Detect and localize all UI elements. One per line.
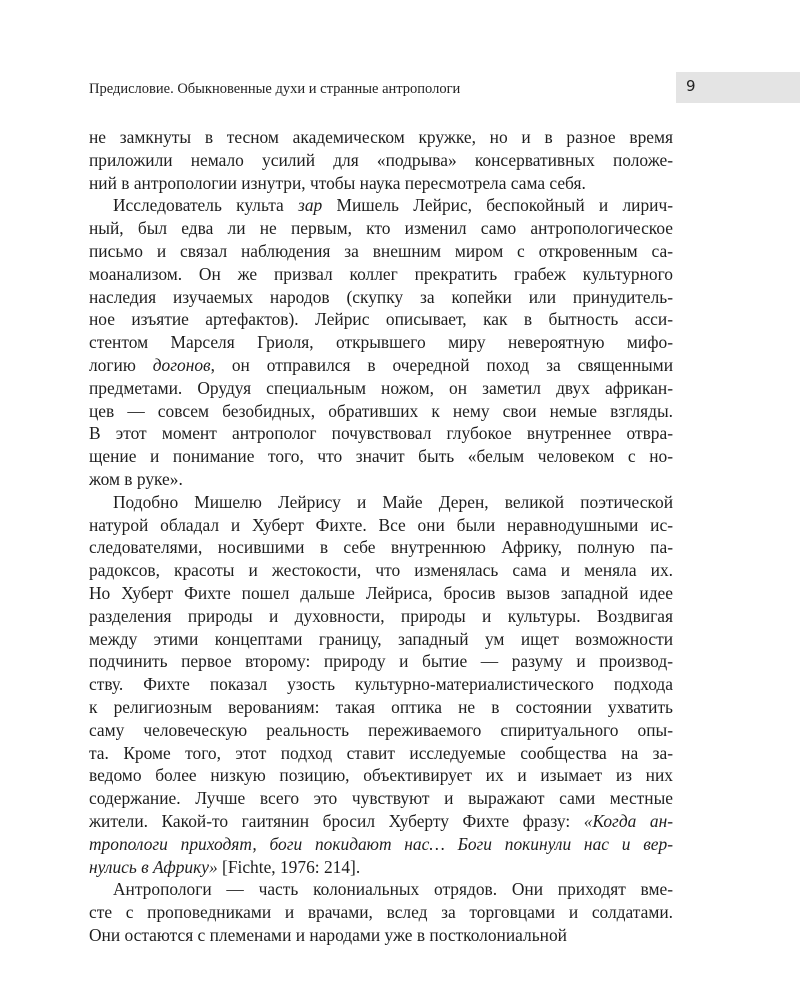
text-line (89, 422, 673, 445)
text-line (89, 742, 673, 765)
text-segment: логию (89, 354, 153, 375)
text-line (89, 377, 673, 400)
text-segment: жители. Какой-то гаитянин бросил Хуберту Фихте фразу: (89, 810, 584, 831)
text-line (89, 308, 673, 331)
text-line (89, 536, 673, 559)
text-segment: стентом Марселя Гриоля, открывшего миру невероятную мифо- (89, 332, 673, 353)
italic-text: «Когда ан- (583, 810, 673, 831)
text-line (89, 696, 673, 719)
text-segment: предметами. Орудуя специальным ножом, он заметил двух африкан- (89, 377, 673, 398)
text-segment: не замкнуты в тесном академическом кружке, но и в разное время (89, 127, 673, 147)
text-line (89, 582, 673, 605)
text-line (89, 126, 673, 149)
text-line (89, 194, 673, 217)
text-segment: к религиозным верованиям: такая оптика не в состоянии ухватить (89, 696, 673, 717)
text-segment: между этими концептами границу, западный ум ищет возможности (89, 628, 673, 649)
text-segment: [Fichte, 1976: 214]. (217, 856, 361, 877)
text-line (89, 810, 673, 833)
text-line (89, 650, 673, 673)
text-line (89, 217, 673, 240)
text-line (89, 559, 673, 582)
text-segment: Они остаются с племенами и народами уже в постколониальной (89, 924, 567, 945)
text-segment: Подобно Мишелю Лейрису и Майе Дерен, великой поэтической (113, 491, 673, 512)
text-segment: жом в руке». (89, 468, 183, 489)
text-line (89, 514, 673, 537)
text-line (89, 240, 673, 263)
page-number: 9 (686, 77, 696, 95)
text-line (89, 149, 673, 172)
text-line (89, 787, 673, 810)
text-segment: Исследователь культа (113, 195, 299, 216)
text-segment: натурой обладал и Хуберт Фихте. Все они были неравнодушными ис- (89, 514, 673, 535)
text-segment: разделения природы и духовности, природы и культуры. Воздвигая (89, 605, 673, 626)
text-line (89, 331, 673, 354)
text-segment: ное изъятие артефактов). Лейрис описывает, как в бытность асси- (89, 309, 673, 330)
text-line (89, 605, 673, 628)
text-line (89, 263, 673, 286)
italic-text: тропологи приходят, боги покидают нас… Боги покинули нас и вер- (89, 833, 673, 854)
text-segment: Антропологи — часть колониальных отрядов. Они приходят вме- (113, 879, 673, 900)
text-segment: наследия изучаемых народов (скупку за копейки или принудитель- (89, 286, 673, 307)
text-segment: , он отправился в очередной поход за священными (210, 354, 673, 375)
text-line (89, 764, 673, 787)
text-segment: содержание. Лучше всего это чувствуют и выражают сами местные (89, 788, 673, 809)
text-segment: радоксов, красоты и жестокости, что изменялась сама и меняла их. (89, 560, 673, 581)
page-number-tab (676, 72, 800, 103)
text-segment: сте с проповедниками и врачами, вслед за торговцами и солдатами. (89, 902, 673, 923)
text-segment: моанализом. Он же призвал коллег прекратить грабеж культурного (89, 263, 673, 284)
text-segment: письмо и связал наблюдения за внешним миром с откровенным са- (89, 240, 673, 261)
body-text (89, 126, 673, 947)
text-segment: следователями, носившими в себе внутреннюю Африку, полную па- (89, 537, 673, 558)
text-line (89, 172, 673, 195)
text-line (89, 468, 673, 491)
text-segment: та. Кроме того, этот подход ставит исследуемые сообщества на за- (89, 742, 673, 763)
text-line (89, 286, 673, 309)
text-segment: Мишель Лейрис, беспокойный и лирич- (322, 195, 673, 216)
text-line (89, 354, 673, 377)
text-segment: ству. Фихте показал узость культурно-материалистического подхода (89, 674, 673, 695)
text-segment: приложили немало усилий для «подрыва» консервативных положе- (89, 149, 673, 170)
text-line (89, 856, 673, 879)
text-segment: саму человеческую реальность переживаемого спиритуального опы- (89, 719, 673, 740)
text-segment: ный, был едва ли не первым, кто изменил само антропологическое (89, 218, 673, 239)
text-line (89, 878, 673, 901)
text-line (89, 491, 673, 514)
text-segment: ведомо более низкую позицию, объективирует их и изымает из них (89, 765, 673, 786)
running-header-title: Предисловие. Обыкновенные духи и странные антропологи (89, 81, 461, 97)
text-line (89, 924, 673, 947)
text-segment: цев — совсем безобидных, обративших к нему свои немые взгляды. (89, 400, 673, 421)
text-line (89, 901, 673, 924)
text-line (89, 673, 673, 696)
text-segment: щение и понимание того, что значит быть «белым человеком с но- (89, 446, 673, 467)
text-line (89, 833, 673, 856)
text-segment: подчинить первое второму: природу и бытие — разуму и производ- (89, 651, 673, 672)
text-line (89, 719, 673, 742)
italic-text: зар (298, 195, 323, 216)
text-segment: Но Хуберт Фихте пошел дальше Лейриса, бросив вызов западной идее (89, 582, 673, 603)
text-segment: ний в антропологии изнутри, чтобы наука пересмотрела сама себя. (89, 172, 586, 193)
italic-text: догонов (152, 354, 211, 375)
text-line (89, 628, 673, 651)
text-line (89, 445, 673, 468)
italic-text: нулись в Африку» (89, 856, 218, 877)
text-line (89, 400, 673, 423)
text-segment: В этот момент антрополог почувствовал глубокое внутреннее отвра- (89, 423, 673, 444)
